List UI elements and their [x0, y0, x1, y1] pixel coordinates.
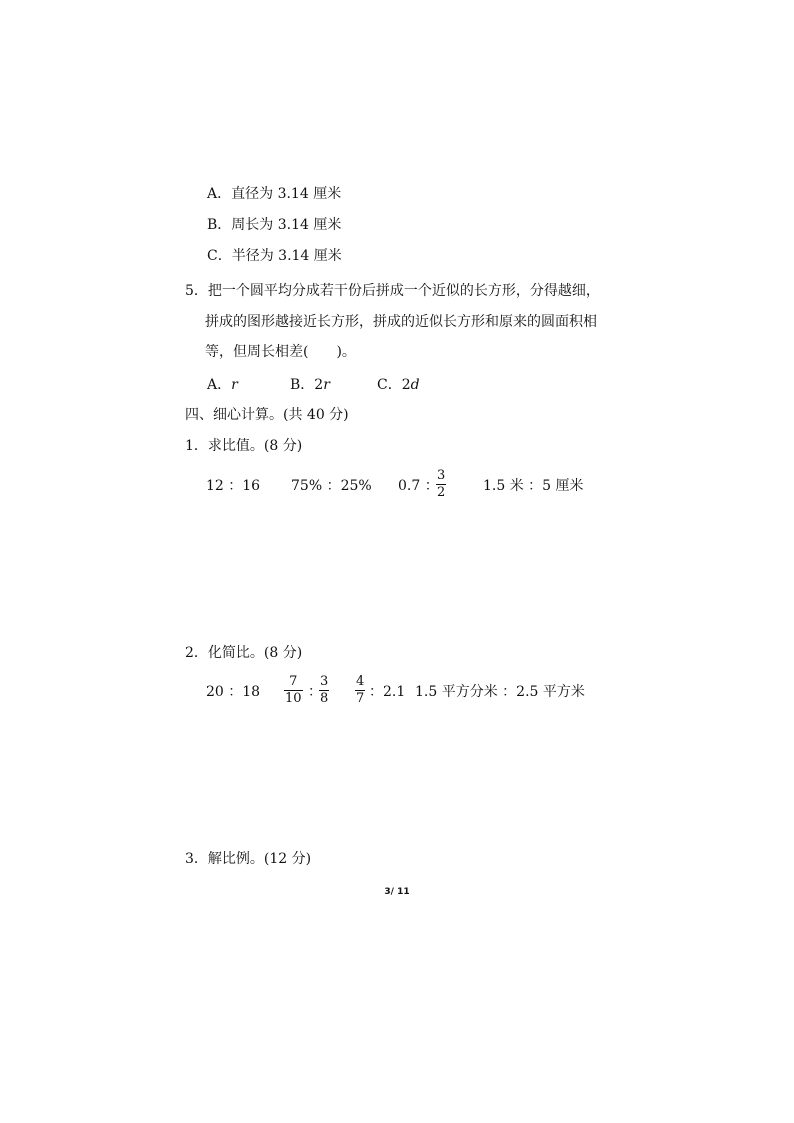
page-number: 3/ 11	[384, 887, 410, 897]
q5-line-3: 等，但周长相差( )。	[205, 344, 356, 360]
option-text: 周长为 3.14 厘米	[231, 217, 342, 233]
q5-line-2: 拼成的图形越接近长方形，拼成的近似长方形和原来的圆面积相	[205, 314, 597, 330]
part-2-heading: 2．化简比。(8 分)	[185, 645, 303, 661]
option-coefficient: 2	[314, 377, 324, 393]
q4-option-a	[207, 185, 341, 203]
simplify-expr-4: 1.5 平方分米 ：2.5 平方米	[415, 684, 585, 700]
fraction-denominator: 2	[437, 485, 446, 500]
section-4-title: 四、细心计算。(共 40 分)	[185, 407, 349, 423]
fraction-denominator: 7	[356, 691, 365, 706]
simplify-expr-3-right: ：2.1	[369, 684, 406, 700]
ratio-colon: ：	[308, 684, 322, 700]
part-3-heading: 3．解比例。(12 分)	[185, 851, 312, 867]
option-letter: B．	[207, 217, 232, 233]
fraction-numerator: 4	[356, 674, 365, 689]
fraction-numerator: 7	[289, 674, 298, 689]
simplify-expr-1: 20 ：18	[206, 684, 261, 700]
q5-option-c	[377, 376, 420, 394]
q4-option-c	[207, 247, 342, 265]
fraction-7-over-10	[284, 675, 303, 706]
option-letter: A．	[207, 186, 232, 202]
part-1-heading: 1．求比值。(8 分)	[185, 438, 303, 454]
fraction-3-over-2	[436, 469, 446, 500]
fraction-denominator: 8	[320, 691, 329, 706]
fraction-numerator: 3	[320, 674, 329, 689]
option-text: 半径为 3.14 厘米	[231, 248, 342, 264]
fraction-numerator: 3	[437, 468, 446, 483]
option-letter: B．	[290, 377, 315, 393]
fraction-denominator: 10	[285, 691, 302, 706]
option-variable: r	[231, 377, 238, 393]
option-letter: C．	[377, 377, 402, 393]
fraction-4-over-7	[355, 675, 365, 706]
ratio-expr-4: 1.5 米 ：5 厘米	[483, 478, 584, 494]
q4-option-b	[207, 216, 341, 234]
option-variable: r	[323, 377, 330, 393]
ratio-expr-1: 12 ：16	[206, 478, 261, 494]
option-variable: d	[410, 377, 420, 393]
ratio-expr-3-left: 0.7 ：	[398, 478, 439, 494]
q5-option-a	[207, 376, 238, 394]
option-letter: C．	[207, 248, 232, 264]
q5-option-b	[290, 376, 330, 394]
option-text: 直径为 3.14 厘米	[231, 186, 342, 202]
fraction-3-over-8	[319, 675, 329, 706]
option-letter: A．	[207, 377, 232, 393]
option-coefficient: 2	[401, 377, 411, 393]
ratio-expr-2: 75% ：25%	[291, 478, 372, 494]
q5-line-1: 5．把一个圆平均分成若干份后拼成一个近似的长方形，分得越细，	[185, 283, 600, 299]
